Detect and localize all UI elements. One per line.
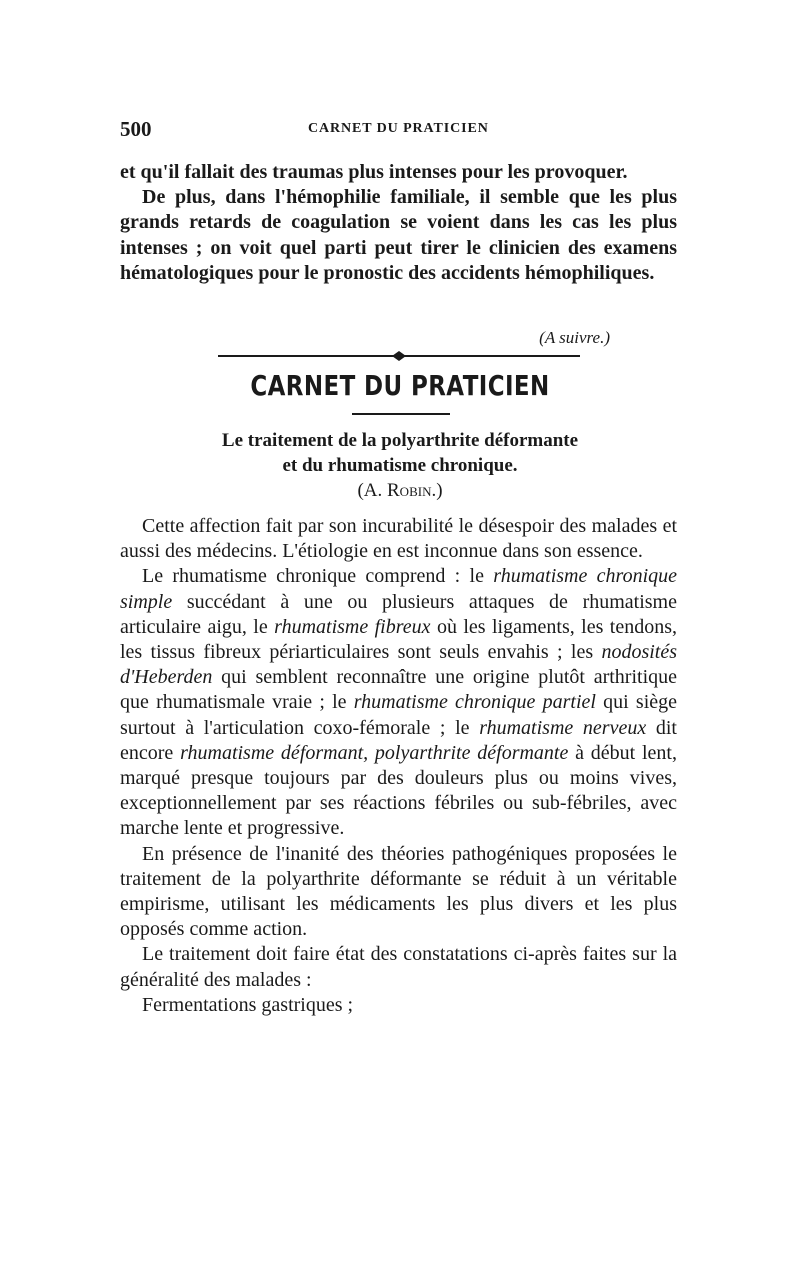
- running-title: CARNET DU PRATICIEN: [308, 121, 489, 136]
- article-title-line-2: et du rhumatisme chronique.: [282, 455, 518, 476]
- to-be-continued-note: (A suivre.): [539, 328, 610, 347]
- page-number: 500: [120, 117, 152, 141]
- p2-text: qui siège surtout à l'articulation coxo-fémorale ; le: [120, 691, 678, 739]
- title-rule: [352, 413, 450, 415]
- article-title: [0, 428, 800, 478]
- p2-text: à début lent, marqué presque toujours par des douleurs plus ou moins vives, exceptionnellement par ses réactions fébriles ou sub-fébriles, avec marche lente et progressive.: [120, 741, 677, 840]
- paragraph-2: [120, 564, 677, 841]
- p2-term-partiel: rhumatisme chronique partiel: [353, 691, 596, 714]
- p2-term-nerveux: rhumatisme nerveux: [479, 716, 647, 739]
- p2-term-simple: rhumatisme chronique simple: [120, 565, 678, 613]
- paragraph-1: Cette affection fait par son incurabilité le désespoir des malades et aussi des médecins. L'étiologie en est inconnue dans son essence.: [120, 515, 677, 563]
- paragraph-5: Fermentations gastriques ;: [142, 993, 354, 1016]
- p2-term-fibreux: rhumatisme fibreux: [274, 615, 431, 638]
- paragraph-3: En présence de l'inanité des théories pathogéniques proposées le traitement de la polyarthrite déformante se réduit à un véritable empirisme, utilisant les médicaments les plus divers et les plus opposés comme action.: [120, 842, 677, 941]
- article-author: (A. Robin.): [357, 480, 443, 501]
- p2-text: qui semblent reconnaître une origine plutôt arthritique que rhumatismale vraie ; le: [120, 666, 677, 714]
- p2-text: succédant à une ou plusieurs attaques de rhumatisme articulaire aigu, le: [120, 590, 677, 638]
- article-title-line-1: Le traitement de la polyarthrite déformante: [221, 430, 579, 451]
- p2-text: dit encore: [120, 716, 677, 764]
- continuation-text: [120, 160, 677, 286]
- paragraph-4: Le traitement doit faire état des constatations ci-après faites sur la généralité des malades :: [120, 943, 677, 991]
- p2-term-heberden: nodosités d'Heberden: [120, 641, 677, 689]
- section-title: CARNET DU PRATICIEN: [250, 369, 550, 402]
- p2-text: Le rhumatisme chronique comprend : le: [142, 565, 494, 588]
- p2-term-deformant: rhumatisme déformant, polyarthrite déformante: [180, 741, 569, 764]
- page-header: [120, 117, 680, 143]
- p2-text: où les ligaments, les tendons, les tissus fibreux périarticulaires sont seuls envahis ; les: [120, 615, 677, 664]
- continuation-paragraph: De plus, dans l'hémophilie familiale, il semble que les plus grands retards de coagulation se voient dans les cas les plus intenses ; on voit quel parti peut tirer le clinicien des examens hématologiques pour le pronostic des accidents hémophiliques.: [120, 186, 677, 284]
- continuation-first-line: et qu'il fallait des traumas plus intenses pour les provoquer.: [120, 161, 628, 183]
- ornamental-separator: [218, 350, 580, 362]
- article-body: [120, 514, 677, 1018]
